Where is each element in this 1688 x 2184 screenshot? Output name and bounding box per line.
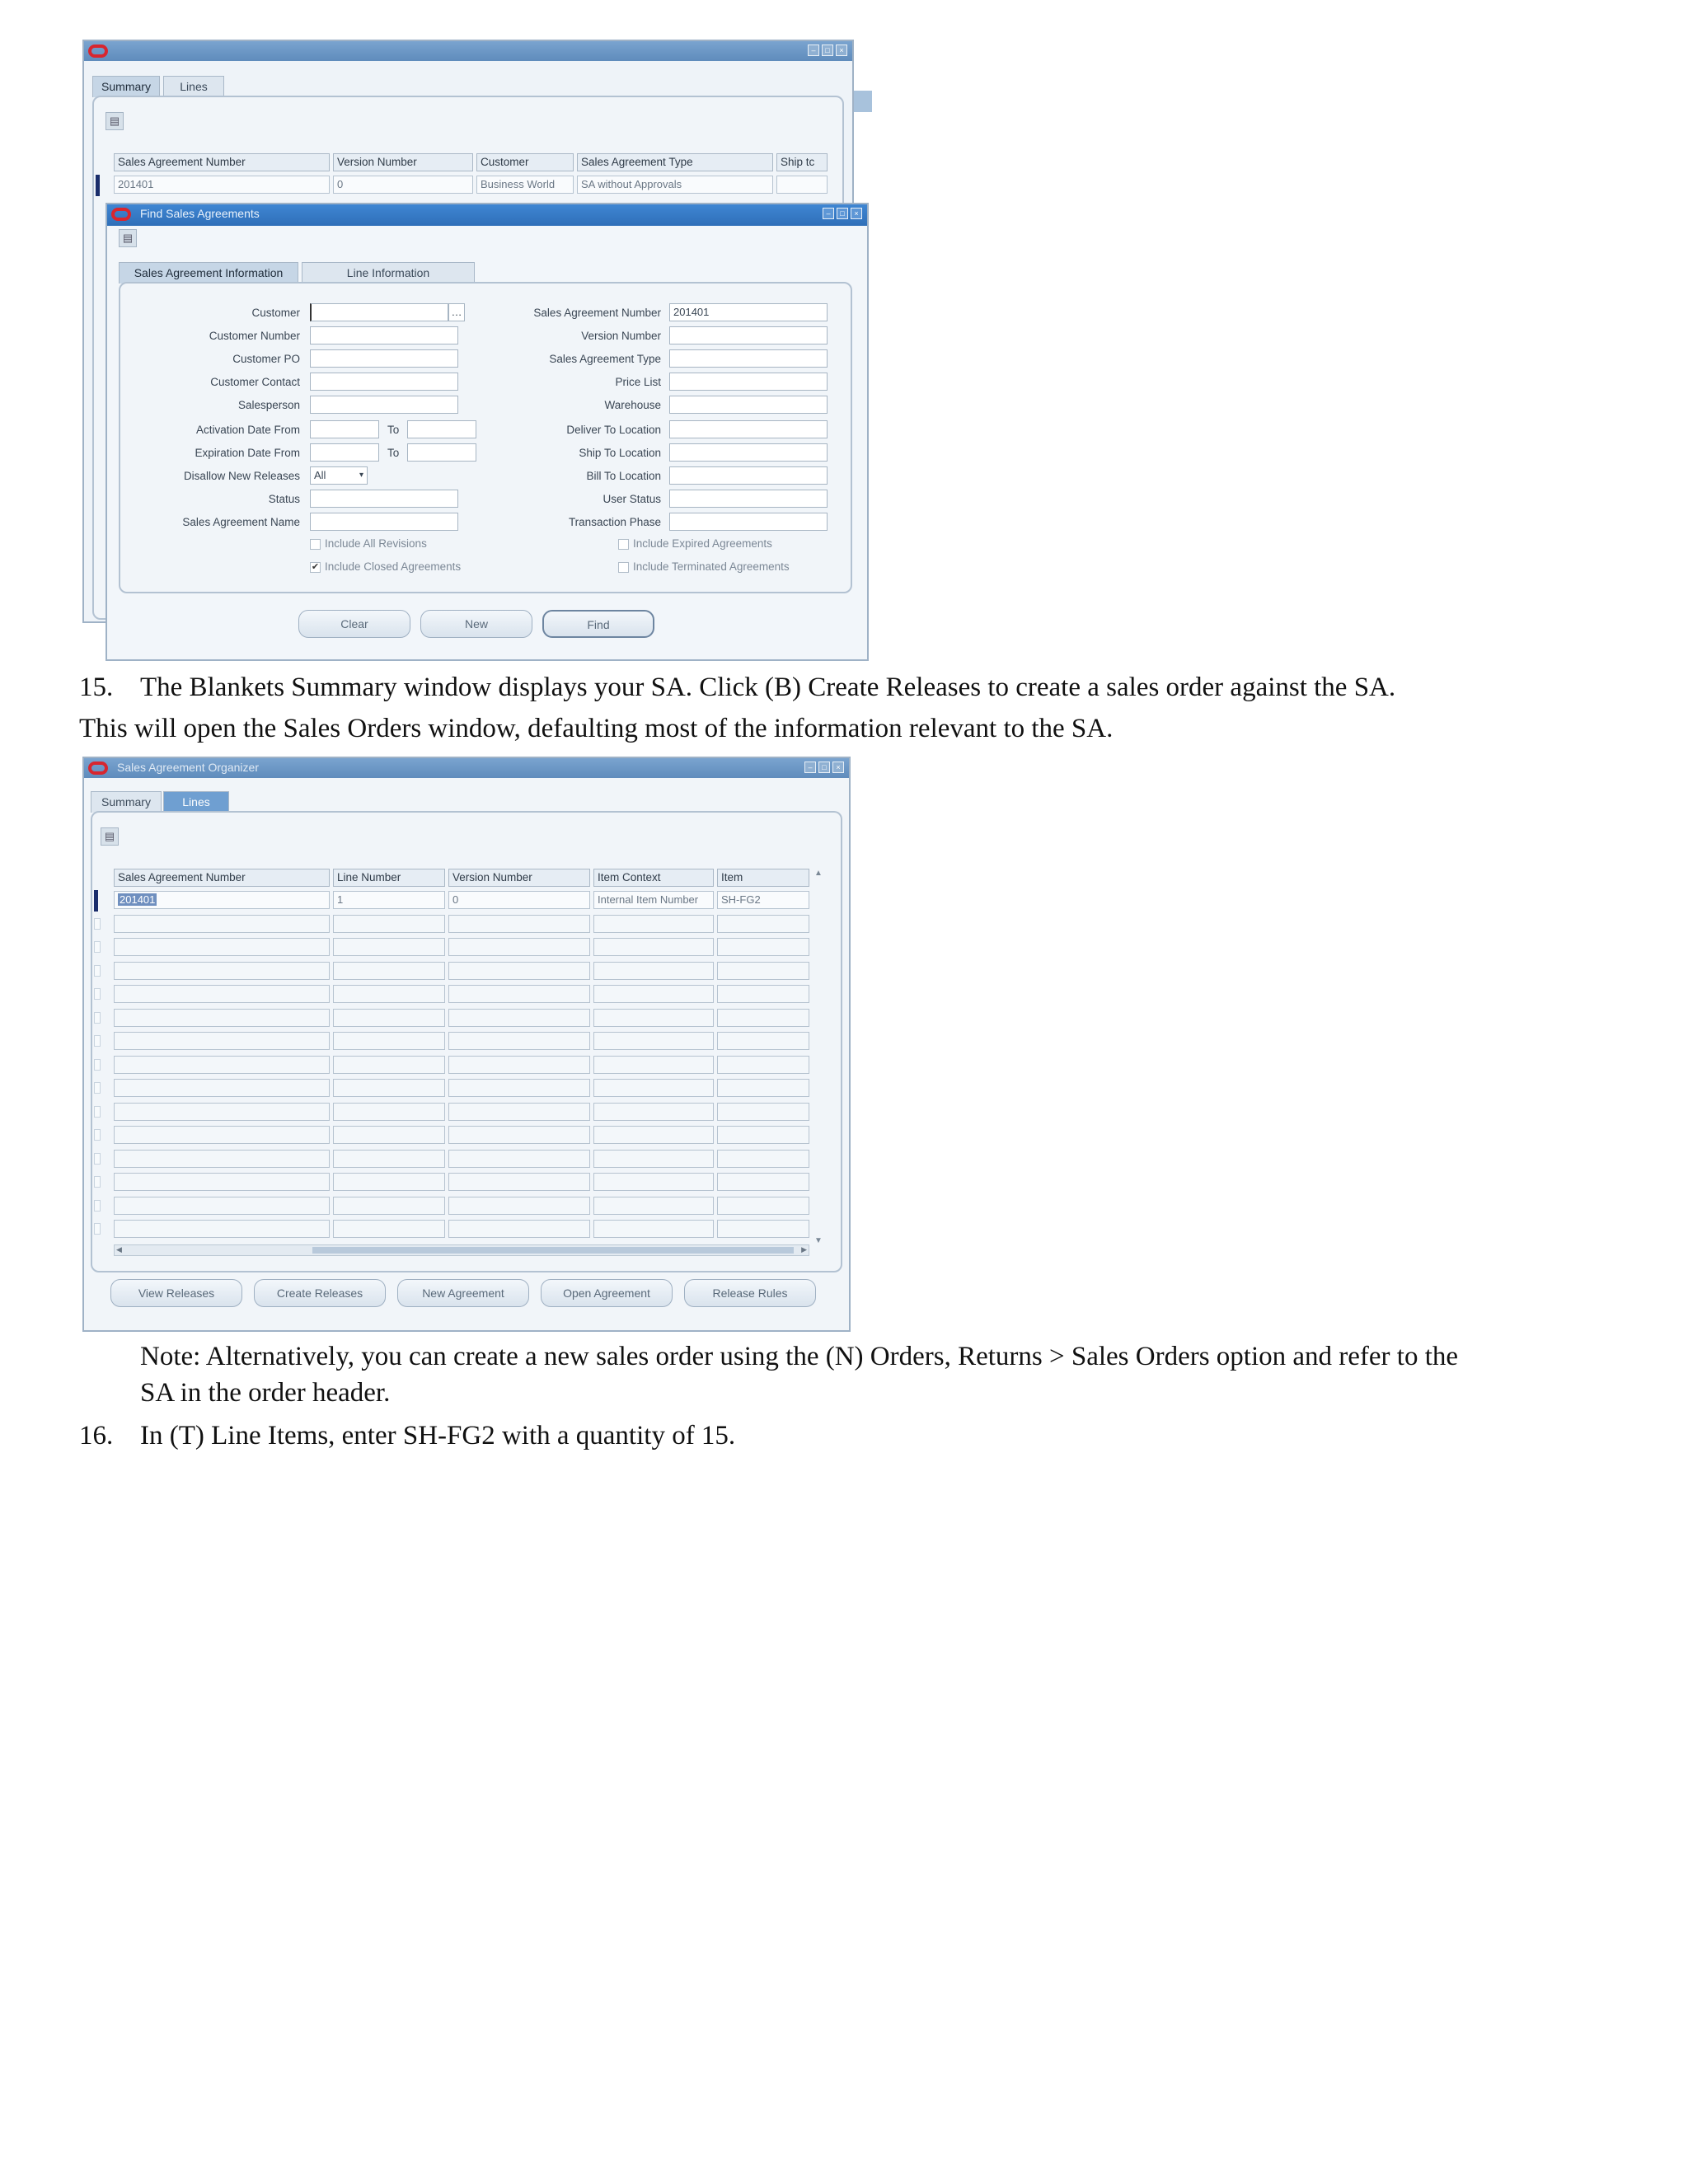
bill-to-location-field[interactable]	[669, 466, 828, 485]
activation-date-to-field[interactable]	[407, 420, 476, 438]
table-cell-empty[interactable]	[114, 1009, 330, 1027]
table-cell-empty[interactable]	[114, 1126, 330, 1144]
salesperson-field[interactable]	[310, 396, 458, 414]
status-field[interactable]	[310, 490, 458, 508]
label-customer: Customer	[251, 307, 300, 319]
customer-field[interactable]	[310, 303, 448, 321]
table-cell-empty[interactable]	[593, 1173, 714, 1191]
table-cell-empty[interactable]	[333, 1173, 445, 1191]
sales-agreement-name-field[interactable]	[310, 513, 458, 531]
table-cell-empty[interactable]	[333, 938, 445, 956]
disallow-value: All	[314, 469, 326, 481]
col-header-line-number: Line Number	[333, 869, 445, 887]
tab-summary[interactable]: Summary	[92, 76, 160, 97]
include-all-revisions-label: Include All Revisions	[325, 537, 427, 550]
label-customer-contact: Customer Contact	[210, 376, 300, 388]
dialog-title: Find Sales Agreements	[140, 207, 260, 220]
include-closed-agreements-checkbox[interactable]: ✔	[311, 562, 320, 572]
table-cell[interactable]	[114, 891, 330, 909]
minimize-icon[interactable]: –	[804, 762, 816, 773]
new-agreement-button[interactable]: New Agreement	[397, 1279, 529, 1307]
row-selector[interactable]	[94, 1176, 101, 1188]
table-cell-empty[interactable]	[593, 1056, 714, 1074]
table-cell-empty[interactable]	[448, 1009, 590, 1027]
expiration-date-from-field[interactable]	[310, 443, 379, 462]
table-cell[interactable]	[776, 176, 828, 194]
table-cell-empty[interactable]	[333, 915, 445, 933]
disallow-new-releases-select[interactable]	[310, 466, 368, 485]
table-cell-empty[interactable]	[333, 1032, 445, 1050]
close-icon[interactable]: ×	[836, 45, 847, 56]
dialog-controls	[823, 208, 862, 219]
table-cell-empty[interactable]	[448, 1103, 590, 1121]
find-sales-agreements-dialog	[106, 203, 869, 661]
col-header-sa-number: Sales Agreement Number	[114, 869, 330, 887]
table-cell-empty[interactable]	[114, 1150, 330, 1168]
col-header-customer: Customer	[476, 153, 574, 171]
view-releases-button[interactable]: View Releases	[110, 1279, 242, 1307]
step-15-line-1: The Blankets Summary window displays your SA. Click (B) Create Releases to create a sales order against the SA.	[140, 673, 1396, 702]
table-cell-empty[interactable]	[448, 1197, 590, 1215]
chevron-down-icon: ▾	[359, 471, 363, 480]
deliver-to-location-field[interactable]	[669, 420, 828, 438]
row-selector[interactable]	[94, 1153, 101, 1165]
customer-lov-button[interactable]: …	[448, 303, 465, 321]
scroll-right-icon[interactable]: ▶	[801, 1245, 807, 1254]
col-header-version-number: Version Number	[448, 869, 590, 887]
window-titlebar	[84, 41, 852, 61]
table-cell-empty[interactable]	[593, 985, 714, 1003]
label-ship-to-location: Ship To Location	[579, 447, 661, 459]
table-cell-empty[interactable]	[448, 1150, 590, 1168]
horizontal-scrollbar[interactable]	[114, 1244, 809, 1256]
table-cell-empty[interactable]	[717, 1173, 809, 1191]
table-cell[interactable]: 1	[333, 891, 445, 909]
sales-agreement-type-field[interactable]	[669, 349, 828, 368]
row-selector[interactable]	[94, 1012, 101, 1024]
table-cell[interactable]: SA without Approvals	[577, 176, 773, 194]
table-cell-empty[interactable]	[333, 985, 445, 1003]
window-controls	[808, 45, 847, 56]
minimize-icon[interactable]: –	[808, 45, 819, 56]
table-cell-empty[interactable]	[333, 1056, 445, 1074]
table-cell-empty[interactable]	[593, 938, 714, 956]
include-terminated-agreements-checkbox[interactable]	[618, 562, 629, 573]
note-line-2: SA in the order header.	[140, 1378, 391, 1408]
table-cell-empty[interactable]	[448, 915, 590, 933]
note-line-1: Note: Alternatively, you can create a new sales order using the (N) Orders, Returns > Sales Orders option and refer to the	[140, 1342, 1459, 1371]
label-transaction-phase: Transaction Phase	[568, 516, 661, 528]
maximize-icon[interactable]: □	[822, 45, 833, 56]
table-cell-empty[interactable]	[333, 1150, 445, 1168]
version-number-field[interactable]	[669, 326, 828, 344]
table-cell-empty[interactable]	[593, 1150, 714, 1168]
label-user-status: User Status	[603, 493, 661, 505]
table-cell-empty[interactable]	[448, 1220, 590, 1238]
table-cell[interactable]: Internal Item Number	[593, 891, 714, 909]
col-header-sa-number: Sales Agreement Number	[114, 153, 330, 171]
table-cell-empty[interactable]	[593, 1032, 714, 1050]
table-cell-empty[interactable]	[593, 1079, 714, 1097]
scroll-down-icon[interactable]: ▼	[814, 1236, 823, 1245]
label-sales-agreement-number: Sales Agreement Number	[533, 307, 661, 319]
row-selector[interactable]	[94, 918, 101, 930]
col-header-item-context: Item Context	[593, 869, 714, 887]
user-status-field[interactable]	[669, 490, 828, 508]
customer-contact-field[interactable]	[310, 373, 458, 391]
tab-line-information[interactable]: Line Information	[302, 262, 475, 284]
step-15-line-2: This will open the Sales Orders window, defaulting most of the information relevant to the SA.	[79, 714, 1114, 743]
table-cell-empty[interactable]	[114, 1032, 330, 1050]
current-row-marker	[94, 890, 98, 912]
table-cell-empty[interactable]	[593, 1103, 714, 1121]
row-selector[interactable]	[94, 1082, 101, 1094]
table-cell-empty[interactable]	[114, 1103, 330, 1121]
expiration-date-to-field[interactable]	[407, 443, 476, 462]
label-deliver-to-location: Deliver To Location	[566, 424, 661, 436]
release-rules-button[interactable]: Release Rules	[684, 1279, 816, 1307]
row-selector[interactable]	[94, 988, 101, 1000]
include-terminated-agreements-label: Include Terminated Agreements	[633, 560, 790, 573]
table-cell-empty[interactable]	[448, 938, 590, 956]
sales-agreement-number-field[interactable]: 201401	[669, 303, 828, 321]
include-closed-agreements-label: Include Closed Agreements	[325, 560, 462, 573]
table-cell-empty[interactable]	[114, 985, 330, 1003]
table-cell-empty[interactable]	[333, 962, 445, 980]
price-list-field[interactable]	[669, 373, 828, 391]
table-cell-empty[interactable]	[448, 985, 590, 1003]
ship-to-location-field[interactable]	[669, 443, 828, 462]
label-sales-agreement-type: Sales Agreement Type	[549, 353, 661, 365]
table-cell-empty[interactable]	[717, 962, 809, 980]
row-selector[interactable]	[94, 941, 101, 953]
col-header-item: Item	[717, 869, 809, 887]
table-cell-empty[interactable]	[114, 938, 330, 956]
label-disallow-new-releases: Disallow New Releases	[183, 470, 300, 482]
sa-number-selected: 201401	[120, 893, 156, 906]
tab-lines[interactable]: Lines	[163, 791, 229, 813]
open-agreement-button[interactable]: Open Agreement	[541, 1279, 673, 1307]
tab-sales-agreement-information[interactable]: Sales Agreement Information	[119, 262, 298, 284]
label-bill-to-location: Bill To Location	[586, 470, 661, 482]
scroll-left-icon[interactable]: ◀	[116, 1245, 122, 1254]
table-cell-empty[interactable]	[114, 1220, 330, 1238]
find-button[interactable]: Find	[542, 610, 654, 638]
create-releases-button[interactable]: Create Releases	[254, 1279, 386, 1307]
folder-tools-icon[interactable]: ▤	[101, 827, 119, 846]
label-customer-number: Customer Number	[209, 330, 300, 342]
row-selector[interactable]	[94, 965, 101, 977]
table-cell-empty[interactable]	[717, 1126, 809, 1144]
table-cell-empty[interactable]	[448, 1056, 590, 1074]
table-cell-empty[interactable]	[114, 1197, 330, 1215]
scroll-up-icon[interactable]: ▲	[814, 869, 823, 878]
table-cell-empty[interactable]	[717, 985, 809, 1003]
table-cell-empty[interactable]	[593, 915, 714, 933]
row-selector[interactable]	[94, 1129, 101, 1141]
label-to: To	[387, 424, 400, 436]
table-cell-empty[interactable]	[717, 938, 809, 956]
table-cell-empty[interactable]	[593, 1009, 714, 1027]
col-header-ship-to: Ship tc	[776, 153, 828, 171]
table-cell-empty[interactable]	[114, 1173, 330, 1191]
label-expiration-date-from: Expiration Date From	[195, 447, 300, 459]
current-row-marker	[96, 175, 100, 196]
warehouse-field[interactable]	[669, 396, 828, 414]
folder-tools-icon[interactable]: ▤	[106, 112, 124, 130]
customer-number-field[interactable]	[310, 326, 458, 344]
row-selector[interactable]	[94, 1200, 101, 1212]
table-cell-empty[interactable]	[593, 962, 714, 980]
label-warehouse: Warehouse	[604, 399, 661, 411]
table-cell-empty[interactable]	[448, 1032, 590, 1050]
customer-po-field[interactable]	[310, 349, 458, 368]
row-selector[interactable]	[94, 1106, 101, 1118]
table-cell-empty[interactable]	[717, 1079, 809, 1097]
table-cell[interactable]: 0	[333, 176, 473, 194]
sales-agreement-organizer-window	[82, 757, 851, 1332]
table-cell-empty[interactable]	[114, 915, 330, 933]
table-cell-empty[interactable]	[717, 1197, 809, 1215]
oracle-logo-icon	[88, 762, 108, 775]
maximize-icon[interactable]: □	[837, 208, 848, 219]
step-15-number: 15.	[79, 673, 114, 702]
table-cell-empty[interactable]	[448, 962, 590, 980]
table-cell-empty[interactable]	[593, 1220, 714, 1238]
new-button[interactable]: New	[420, 610, 532, 638]
table-cell-empty[interactable]	[333, 1009, 445, 1027]
table-cell-empty[interactable]	[717, 1150, 809, 1168]
dialog-titlebar	[107, 204, 867, 226]
include-all-revisions-checkbox[interactable]	[310, 539, 321, 550]
table-cell-empty[interactable]	[333, 1126, 445, 1144]
table-cell-empty[interactable]	[717, 1220, 809, 1238]
tab-lines[interactable]: Lines	[163, 76, 224, 97]
tab-summary[interactable]: Summary	[91, 791, 162, 813]
row-selector[interactable]	[94, 1059, 101, 1071]
table-cell-empty[interactable]	[593, 1126, 714, 1144]
close-icon[interactable]: ×	[851, 208, 862, 219]
table-cell-empty[interactable]	[333, 1197, 445, 1215]
window-controls	[804, 762, 844, 773]
label-price-list: Price List	[615, 376, 661, 388]
label-salesperson: Salesperson	[237, 399, 300, 411]
table-cell[interactable]: Business World	[476, 176, 574, 194]
row-selector[interactable]	[94, 1035, 101, 1047]
label-version-number: Version Number	[581, 330, 661, 342]
activation-date-from-field[interactable]	[310, 420, 379, 438]
table-cell-empty[interactable]	[448, 1173, 590, 1191]
table-cell-empty[interactable]	[114, 1056, 330, 1074]
table-cell[interactable]: 0	[448, 891, 590, 909]
table-cell-empty[interactable]	[114, 1079, 330, 1097]
col-header-sa-type: Sales Agreement Type	[577, 153, 773, 171]
window-titlebar	[84, 758, 849, 778]
oracle-logo-icon	[111, 208, 131, 221]
scrollbar-thumb[interactable]	[312, 1247, 794, 1254]
step-16-number: 16.	[79, 1421, 114, 1451]
include-expired-agreements-label: Include Expired Agreements	[633, 537, 772, 550]
label-sales-agreement-name: Sales Agreement Name	[182, 516, 300, 528]
label-to: To	[387, 447, 400, 459]
table-cell-empty[interactable]	[717, 1103, 809, 1121]
transaction-phase-field[interactable]	[669, 513, 828, 531]
table-cell-empty[interactable]	[333, 1220, 445, 1238]
table-cell-empty[interactable]	[717, 1056, 809, 1074]
window-title: Sales Agreement Organizer	[117, 761, 259, 774]
step-16-text: In (T) Line Items, enter SH-FG2 with a quantity of 15.	[140, 1421, 736, 1451]
include-expired-agreements-checkbox[interactable]	[618, 539, 629, 550]
table-cell[interactable]: SH-FG2	[717, 891, 809, 909]
label-customer-po: Customer PO	[232, 353, 300, 365]
table-cell-empty[interactable]	[333, 1079, 445, 1097]
table-cell-empty[interactable]	[717, 915, 809, 933]
minimize-icon[interactable]: –	[823, 208, 834, 219]
table-cell-empty[interactable]	[448, 1126, 590, 1144]
label-status: Status	[268, 493, 300, 505]
oracle-logo-icon	[88, 45, 108, 58]
row-selector[interactable]	[94, 1223, 101, 1235]
table-cell-empty[interactable]	[717, 1009, 809, 1027]
col-header-version: Version Number	[333, 153, 473, 171]
table-cell-empty[interactable]	[114, 962, 330, 980]
table-cell[interactable]: 201401	[114, 176, 330, 194]
table-cell-empty[interactable]	[593, 1197, 714, 1215]
table-cell-empty[interactable]	[448, 1079, 590, 1097]
clear-button[interactable]: Clear	[298, 610, 410, 638]
window-edge-strip	[854, 91, 872, 112]
table-cell-empty[interactable]	[333, 1103, 445, 1121]
label-activation-date-from: Activation Date From	[195, 424, 300, 436]
close-icon[interactable]: ×	[832, 762, 844, 773]
maximize-icon[interactable]: □	[818, 762, 830, 773]
folder-tools-icon[interactable]: ▤	[119, 229, 137, 247]
table-cell-empty[interactable]	[717, 1032, 809, 1050]
